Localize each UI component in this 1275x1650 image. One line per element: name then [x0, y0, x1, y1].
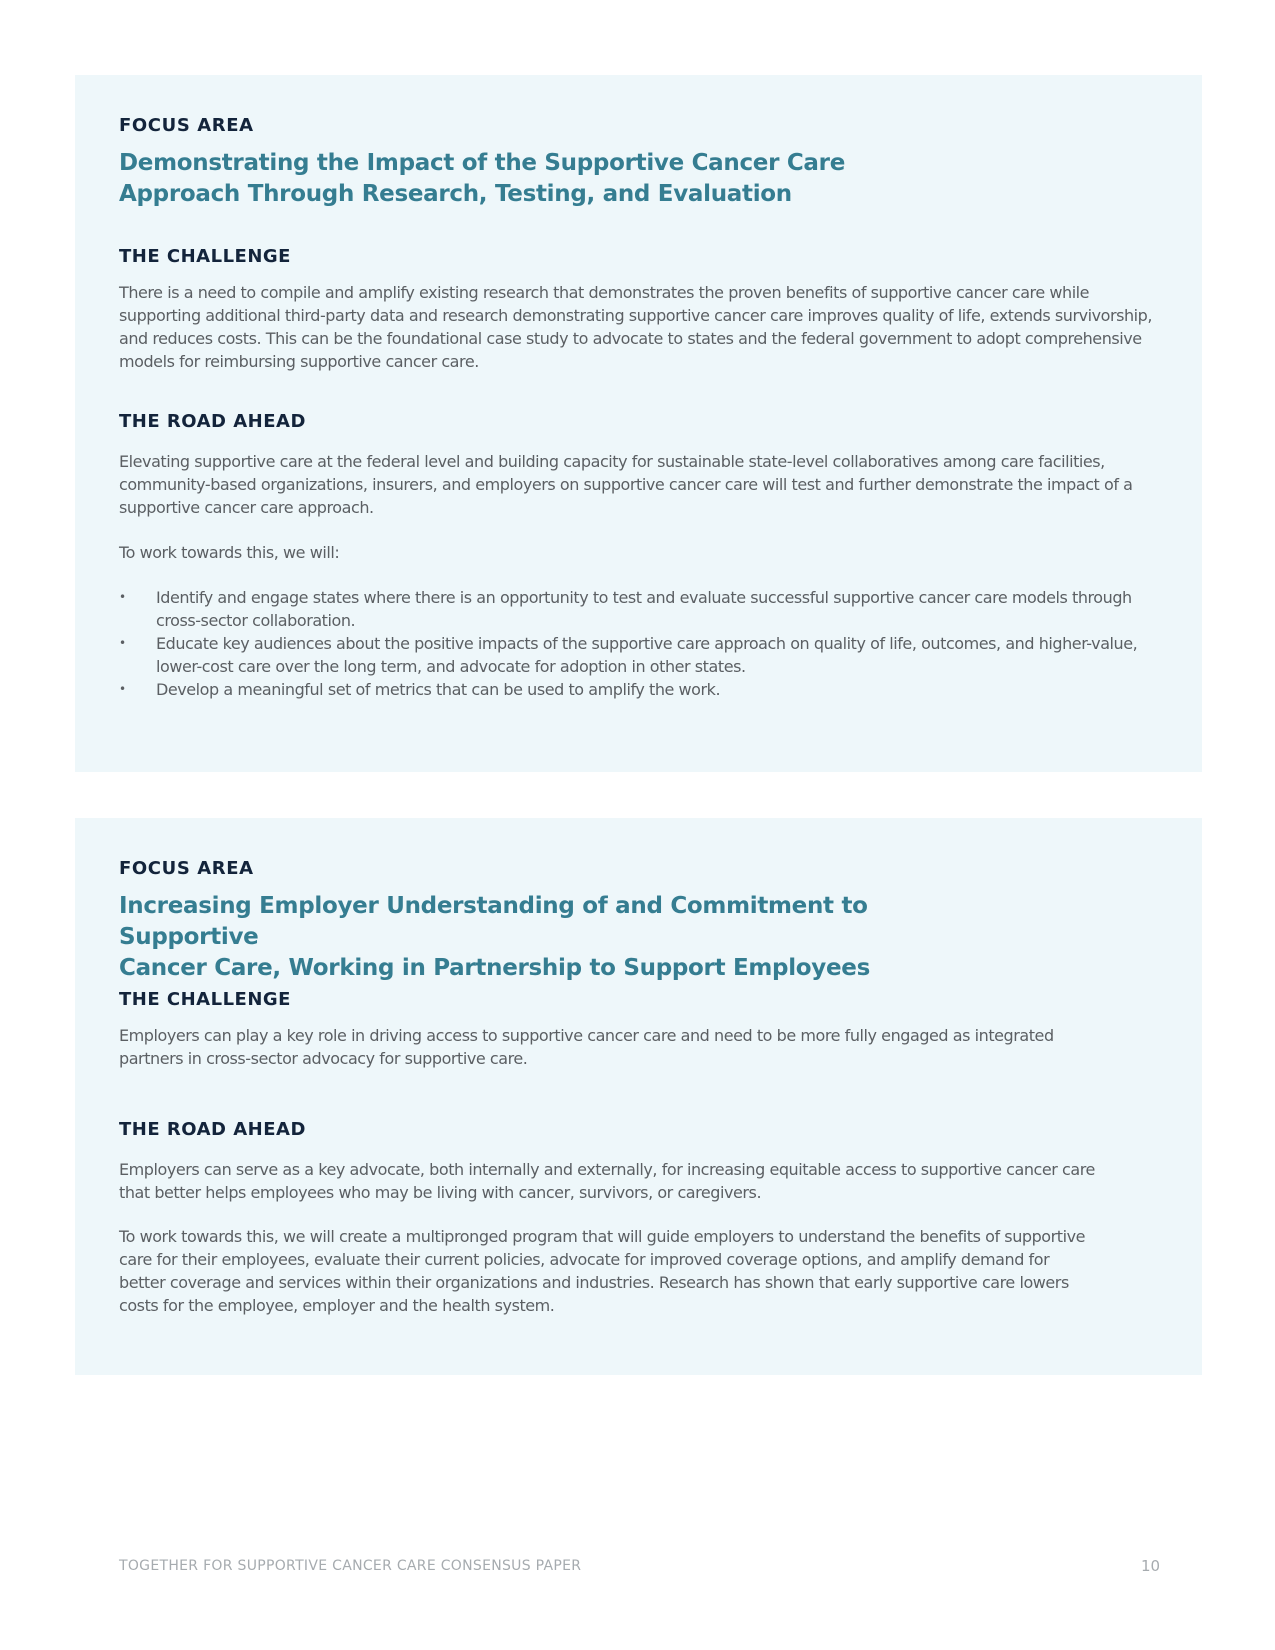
focus-area-label: FOCUS AREA [119, 858, 254, 879]
list-item-text: Educate key audiences about the positive impacts of the supportive care approach on quality of life, outcomes, and higher-value, lower-cost care over the long term, and advocate for adoption in other states. [156, 634, 1138, 676]
road-ahead-heading: THE ROAD AHEAD [119, 411, 306, 432]
bullet-icon: • [119, 682, 126, 696]
action-list [119, 586, 1159, 701]
focus-area-title-line: Cancer Care, Working in Partnership to Support Employees [119, 955, 870, 981]
work-towards-intro: To work towards this, we will: [119, 543, 340, 562]
road-ahead-text: Employers can serve as a key advocate, both internally and externally, for increasing equitable access to supportive cancer care that better helps employees who may be living with cancer, survivors, or caregivers. [119, 1160, 1095, 1202]
focus-area-title-line: Demonstrating the Impact of the Supportive Cancer Care [119, 150, 845, 176]
page-number: 10 [1141, 1557, 1161, 1575]
road-ahead-text: Elevating supportive care at the federal level and building capacity for sustainable state-level collaboratives among care facilities, community-based organizations, insurers, and employers on supportive cancer care will test and further demonstrate the impact of a supportive cancer care approach. [119, 452, 1133, 517]
focus-area-label: FOCUS AREA [119, 115, 254, 136]
focus-area-card-research [75, 75, 1202, 772]
bullet-icon: • [119, 636, 126, 650]
road-ahead-heading: THE ROAD AHEAD [119, 1119, 306, 1140]
challenge-heading: THE CHALLENGE [119, 989, 291, 1010]
focus-area-title [119, 891, 999, 984]
work-towards-text: To work towards this, we will create a multipronged program that will guide employers to understand the benefits of supportive care for their employees, evaluate their current policies, advocate for improved coverage options, and amplify demand for better coverage and services within their organizations and industries. Research has shown that early supportive care lowers costs for the employee, employer and the health system. [119, 1227, 1085, 1315]
list-item [119, 586, 1159, 632]
challenge-text: Employers can play a key role in driving access to supportive cancer care and need to be more fully engaged as integrated partners in cross-sector advocacy for supportive care. [119, 1026, 1054, 1068]
focus-area-title-line: Approach Through Research, Testing, and Evaluation [119, 181, 792, 207]
focus-area-title [119, 148, 859, 210]
footer-document-title: TOGETHER FOR SUPPORTIVE CANCER CARE CONSENSUS PAPER [119, 1558, 582, 1574]
focus-area-title-line: Increasing Employer Understanding of and Commitment to Supportive [119, 893, 868, 950]
list-item-text: Develop a meaningful set of metrics that can be used to amplify the work. [156, 680, 721, 699]
challenge-heading: THE CHALLENGE [119, 246, 291, 267]
bullet-icon: • [119, 590, 126, 604]
challenge-text: There is a need to compile and amplify existing research that demonstrates the proven benefits of supportive cancer care while supporting additional third-party data and research demonstrating supportive cancer care improves quality of life, extends survivorship, and reduces costs. This can be the foundational case study to advocate to states and the federal government to adopt comprehensive models for reimbursing supportive cancer care. [119, 283, 1153, 371]
list-item [119, 632, 1159, 678]
list-item-text: Identify and engage states where there is an opportunity to test and evaluate successful supportive cancer care models through cross-sector collaboration. [156, 588, 1132, 630]
focus-area-card-employers [75, 818, 1202, 1375]
list-item [119, 678, 1159, 701]
